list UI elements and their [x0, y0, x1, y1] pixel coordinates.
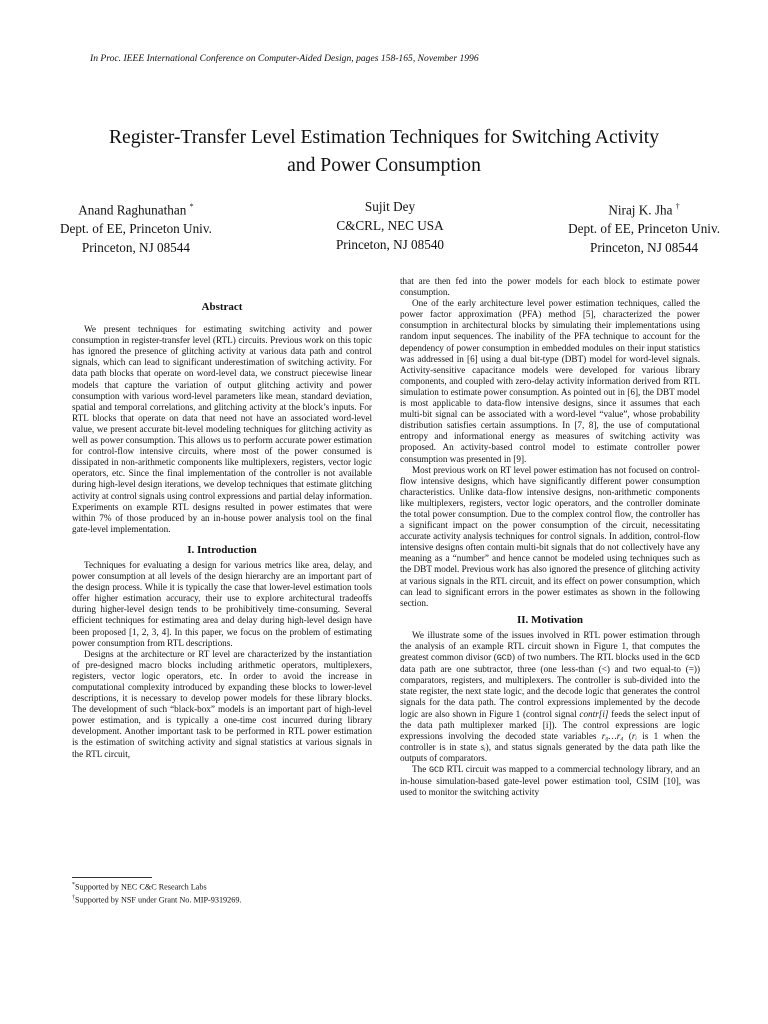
- body-paragraph: that are then fed into the power models for each block to estimate power consumption.: [400, 276, 700, 298]
- footnote-1: *Supported by NEC C&C Research Labs: [72, 882, 207, 892]
- intro-paragraph-2: Designs at the architecture or RT level are characterized by the instantiation of pre-designed macro blocks including arithmetic operators, multiplexers, registers, vector logic operators, etc. In order to avoid the increase in computational complexity introduced by expanding these blocks to lower-level descriptions, it is necessary to develop power models for these library blocks. The development of such “black-box” models is an important part of high-level power estimation, and is typically a one-time cost incurred during library development. Another important task to be performed in RTL power estimation is the estimation of switching activity and signal statistics at various signals in the RTL circuit,: [72, 648, 372, 759]
- author-name: Anand Raghunathan: [78, 202, 187, 218]
- body-paragraph: Most previous work on RT level power estimation has not focused on control-flow intensive designs, which have significantly different power consumption characteristics. Unlike data-flow intensive designs, non-arithmetic components like multiplexers, registers, vector logic operators, and the controller dominate the total power consumption. Due to the complex control flow, the controller has a significant impact on the power consumption of the circuit, necessitating accurate activity analysis techniques for control signals. In addition, control-flow intensive designs often contain multi-bit signals that do not collectively have any meaning as a “number” and hence cannot be modeled using techniques such as the DBT model. Previous work has also ignored the presence of glitching activity at various signals in the RTL circuit, and its effect on power consumption, which can lead to significant errors in the power estimates as shown in the following section.: [400, 464, 700, 608]
- author-address: Princeton, NJ 08544: [81, 240, 190, 256]
- title-line-2: and Power Consumption: [287, 155, 481, 176]
- footnotes: [72, 877, 372, 905]
- author-3: [568, 197, 720, 257]
- intro-heading: I. Introduction: [187, 543, 257, 556]
- author-2: [336, 197, 444, 257]
- author-name: Niraj K. Jha: [608, 202, 673, 218]
- conference-header: In Proc. IEEE International Conference on Computer-Aided Design, pages 158-165, November 1996: [90, 53, 479, 64]
- motivation-paragraph-2: The GCD RTL circuit was mapped to a commercial technology library, and an in-house simulation-based gate-level power estimation tool, CSIM [10], was used to monitor the switching activity: [400, 764, 700, 798]
- intro-paragraph-1: Techniques for evaluating a design for various metrics like area, delay, and power consumption at all levels of the design hierarchy are an important part of the design process. While it is typically the case that lower-level estimation tools offer higher estimation accuracy, their use to explore architectural tradeoffs during higher-level design tends to be prohibitively time-consuming. Several efficient techniques for estimating area and delay during high-level design have been proposed [1, 2, 3, 4]. In this paper, we focus on the problem of estimating power consumption from RTL descriptions.: [72, 559, 372, 648]
- author-affiliation: Dept. of EE, Princeton Univ.: [568, 221, 720, 237]
- abstract-heading: Abstract: [201, 301, 243, 313]
- right-column: [400, 276, 700, 798]
- author-address: Princeton, NJ 08544: [590, 240, 699, 256]
- author-block: [60, 197, 720, 257]
- author-address: Princeton, NJ 08540: [335, 237, 445, 252]
- motivation-heading: II. Motivation: [517, 613, 583, 626]
- paper-title: [40, 124, 728, 180]
- title-line-1: Register-Transfer Level Estimation Techniques for Switching Activity: [108, 127, 660, 148]
- motivation-paragraph-1: We illustrate some of the issues involved in RTL power estimation through the analysis of an example RTL circuit shown in Figure 1, that computes the greatest common divisor (GCD) of two numbers. The RTL blocks used in the GCD data path are one subtractor, three (one less-than (<) and two equal-to (=)) comparators, registers, and multiplexers. The controller is sub-divided into the state register, the next state logic, and the decode logic that generates the control signals for the data path. The control expressions implemented by the decode logic are also shown in Figure 1 (control signal contr[i] feeds the select input of the data path multiplexer marked [i]). The control expressions are logic expressions involving the decoded state variables r₀…r₄ (rᵢ is 1 when the controller is in state sᵢ), and status signals generated by the data path like the outputs of comparators.: [400, 629, 701, 763]
- author-mark: †: [675, 202, 680, 211]
- body-paragraph: One of the early architecture level power estimation techniques, called the power factor approximation (PFA) method [5], characterized the power consumption in architectural blocks by simulating their implementations using random input sequences. The inability of the PFA technique to account for the dependency of power consumption in embedded modules on their input statistics was addressed in [6] using a dual bit-type (DBT) model for word-level signals. Activity-sensitive capacitance models were developed for various library components, and coupled with zero-delay activity information derived from RTL simulation to estimate power consumption. As pointed out in [6], the DBT model is most applicable to data-flow intensive designs, since it assumes that each multi-bit signal can be associated with a word-level “value”, whose probability distribution satisfies certain assumptions. In [7, 8], the use of computational entropy and informational energy as measures of switching activity was proposed. An activity-based control model to estimate controller power consumption was presented in [9].: [400, 298, 700, 464]
- author-mark: *: [189, 202, 194, 211]
- author-affiliation: Dept. of EE, Princeton Univ.: [60, 221, 212, 237]
- footnote-rule: [72, 877, 152, 878]
- author-affiliation: C&CRL, NEC USA: [336, 218, 444, 233]
- left-column: [72, 272, 372, 760]
- author-1: [60, 197, 212, 257]
- abstract-text: We present techniques for estimating switching activity and power consumption in register-transfer level (RTL) circuits. Previous work on this topic has ignored the presence of glitching activity at various data path and control signals, which can lead to significant underestimation of switching activity. For data path blocks that operate on word-level data, we construct piecewise linear models that capture the variation of output glitching activity and power consumption with various word-level parameters like mean, standard deviation, spatial and temporal correlations, and glitching activity at the block’s inputs. For RTL blocks that operate on data that need not have an associated word-level value, we present accurate bit-level modeling techniques for glitching activity as well as power consumption. This allows us to perform accurate power estimation for control-flow intensive circuits, where most of the power consumed is dissipated in non-arithmetic components like multiplexers, registers, vector logic operators, etc. Since the final implementation of the controller is not available during high-level design iterations, we develop techniques that estimate glitching activity at control signals using control expressions and partial delay information. Experiments on example RTL designs resulted in power estimates that were within 7% of those produced by an in-house power analysis tool on the final gate-level implementation.: [72, 324, 372, 534]
- author-name: Sujit Dey: [364, 199, 416, 214]
- footnote-2: †Supported by NSF under Grant No. MIP-9319269.: [72, 894, 242, 905]
